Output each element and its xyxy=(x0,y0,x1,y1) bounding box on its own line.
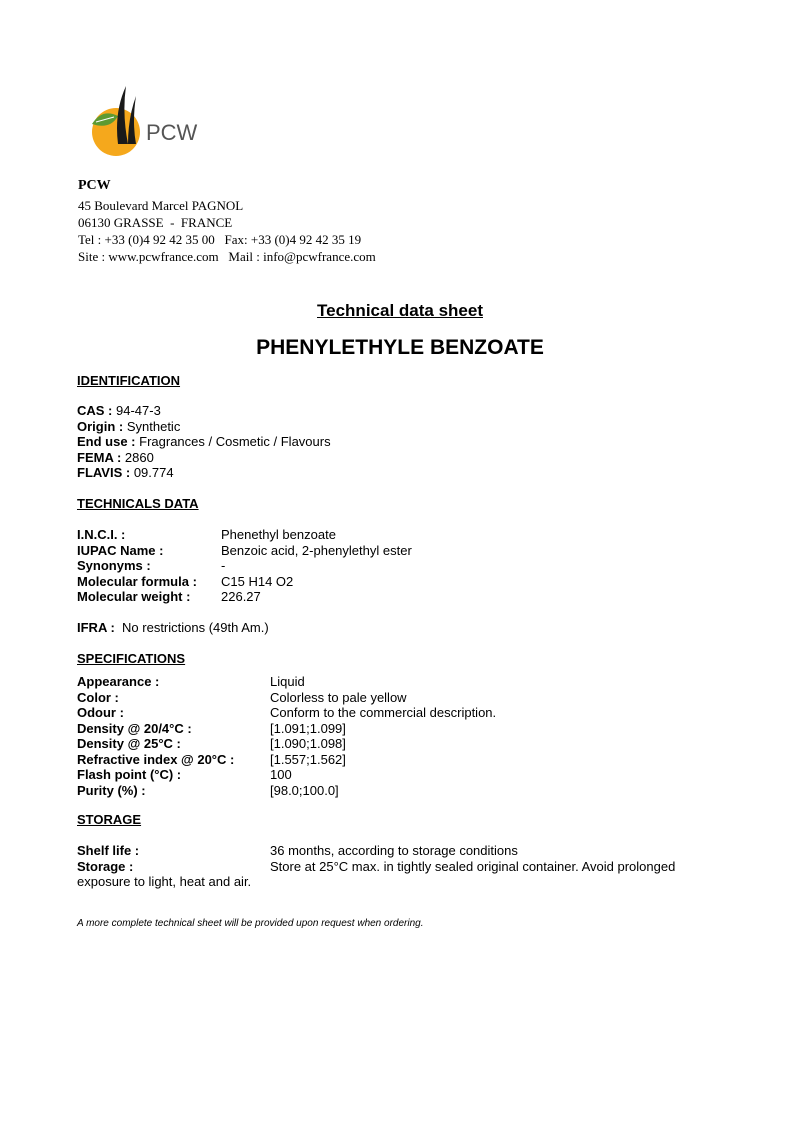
logo-text: PCW xyxy=(146,120,198,145)
shelf-life-row xyxy=(77,843,139,859)
field-label: Origin : xyxy=(77,418,124,434)
storage-row xyxy=(77,859,133,875)
field-value: Benzoic acid, 2-phenylethyl ester xyxy=(221,542,412,558)
spec-row xyxy=(77,721,192,737)
field-label: Synonyms : xyxy=(77,558,151,573)
web-mail-line: Site : www.pcwfrance.com Mail : info@pcwfrance.com xyxy=(78,249,376,264)
field-value: Store at 25°C max. in tightly sealed original container. Avoid prolonged xyxy=(270,858,676,874)
technical-row xyxy=(77,589,190,605)
section-heading-storage: STORAGE xyxy=(77,812,142,827)
footer-note: A more complete technical sheet will be provided upon request when ordering. xyxy=(77,918,424,929)
technical-row xyxy=(77,543,163,559)
field-label: Appearance : xyxy=(77,674,160,689)
technical-row xyxy=(77,527,125,543)
document-title: PHENYLETHYLE BENZOATE xyxy=(256,336,544,359)
field-label: Purity (%) : xyxy=(77,782,146,798)
field-label: Density @ 20/4°C : xyxy=(77,720,192,736)
field-value: Fragrances / Cosmetic / Flavours xyxy=(139,434,331,449)
field-label: Storage : xyxy=(77,858,134,874)
address-line-2: 06130 GRASSE - FRANCE xyxy=(78,215,233,230)
company-name: PCW xyxy=(78,178,111,193)
field-value: 100 xyxy=(270,767,292,782)
ifra-value: No restrictions (49th Am.) xyxy=(122,620,269,635)
field-value: 94-47-3 xyxy=(116,403,161,418)
identification-row xyxy=(77,465,174,481)
field-label: IUPAC Name : xyxy=(77,542,164,558)
field-value: 36 months, according to storage conditions xyxy=(270,843,518,858)
field-value: Liquid xyxy=(270,674,305,689)
field-label: FEMA : xyxy=(77,449,122,465)
spec-row xyxy=(77,690,119,706)
section-heading-specifications: SPECIFICATIONS xyxy=(77,651,186,666)
field-value: Synthetic xyxy=(126,418,181,434)
field-value: Phenethyl benzoate xyxy=(221,527,336,542)
field-value: - xyxy=(221,558,226,573)
identification-row xyxy=(77,403,161,419)
identification-row xyxy=(77,450,154,466)
document-subtitle: Technical data sheet xyxy=(317,301,483,320)
field-label: Odour : xyxy=(77,705,124,720)
ifra-label: IFRA : xyxy=(77,620,115,635)
storage-value-continuation: exposure to light, heat and air. xyxy=(77,874,252,889)
field-label: Molecular weight : xyxy=(77,589,191,604)
field-value: [1.091;1.099] xyxy=(270,720,346,736)
spec-row xyxy=(77,736,181,752)
company-logo xyxy=(88,82,218,162)
identification-row xyxy=(77,434,331,450)
spec-row xyxy=(77,767,181,783)
technical-row xyxy=(77,558,151,574)
field-label: Color : xyxy=(77,689,119,705)
field-value: Conform to the commercial description. xyxy=(270,705,497,720)
spec-row xyxy=(77,783,146,799)
field-value: 2860 xyxy=(124,449,154,465)
field-label: End use : xyxy=(77,434,136,449)
spec-row xyxy=(77,752,234,768)
field-label: Refractive index @ 20°C : xyxy=(77,751,235,767)
field-value: [1.557;1.562] xyxy=(270,751,346,767)
phone-fax-line: Tel : +33 (0)4 92 42 35 00 Fax: +33 (0)4 92 42 35 19 xyxy=(78,232,362,247)
field-label: I.N.C.I. : xyxy=(77,527,126,542)
section-heading-identification: IDENTIFICATION xyxy=(77,373,181,388)
field-value: 09.774 xyxy=(133,465,174,480)
field-label: Shelf life : xyxy=(77,843,140,858)
field-label: Flash point (°C) : xyxy=(77,767,182,782)
field-label: Density @ 25°C : xyxy=(77,736,181,751)
field-value: C15 H14 O2 xyxy=(221,573,294,589)
field-label: FLAVIS : xyxy=(77,465,131,480)
pcw-logo-icon xyxy=(88,82,218,162)
section-heading-technical: TECHNICALS DATA xyxy=(77,496,199,511)
ifra-row xyxy=(77,620,269,636)
identification-row xyxy=(77,419,180,435)
spec-row xyxy=(77,674,159,690)
field-value: Colorless to pale yellow xyxy=(270,689,407,705)
field-value: 226.27 xyxy=(221,589,261,604)
field-label: Molecular formula : xyxy=(77,573,197,589)
field-label: CAS : xyxy=(77,403,113,418)
field-value: [1.090;1.098] xyxy=(270,736,346,751)
spec-row xyxy=(77,705,124,721)
technical-row xyxy=(77,574,197,590)
field-value: [98.0;100.0] xyxy=(270,782,339,798)
address-line-1: 45 Boulevard Marcel PAGNOL xyxy=(78,198,244,213)
